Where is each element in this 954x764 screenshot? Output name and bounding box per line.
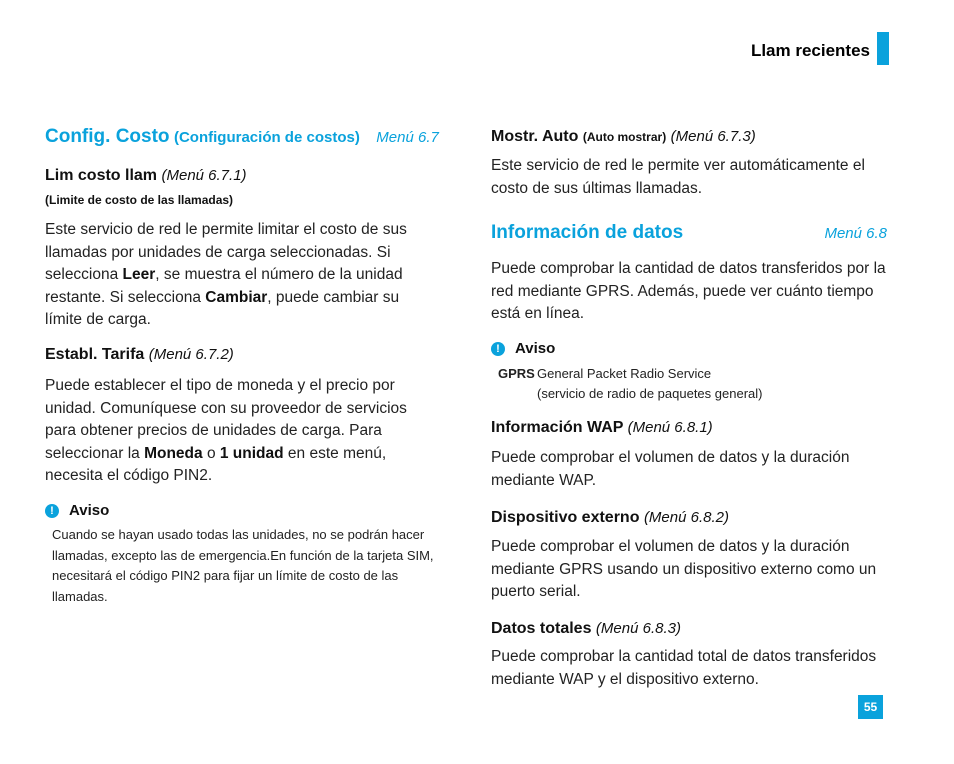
subsection-title-establ-tarifa: Establ. Tarifa (Menú 6.7.2) [45,346,234,363]
aviso-body-left: Cuando se hayan usado todas las unidades, no se podrán hacer llamadas, excepto las de emergencia.En función de la tarjeta SIM, necesitará el código PIN2 para fijar un límite de costo de las llamadas. [52,527,434,604]
subsection-title-mostr-auto: Mostr. Auto (Auto mostrar) (Menú 6.7.3) [491,128,756,145]
informacion-wap-paragraph: Puede comprobar el volumen de datos y la duración mediante WAP. [491,449,850,489]
section-title-config-costo: Config. Costo (Configuración de costos) Menú 6.7 [45,126,439,147]
subsection-subtitle-lim-costo: (Limite de costo de las llamadas) [45,193,234,207]
aviso-heading-right: ! Aviso [491,340,555,357]
section-title-informacion-datos: Información de datos Menú 6.8 [491,222,887,243]
warning-icon: ! [45,504,59,518]
gprs-line-2: (servicio de radio de paquetes general) [537,386,763,401]
datos-totales-paragraph: Puede comprobar la cantidad total de datos transferidos mediante WAP y el dispositivo externo. [491,648,877,688]
aviso-heading-left: ! Aviso [45,502,109,519]
subsection-title-informacion-wap: Información WAP (Menú 6.8.1) [491,419,713,436]
informacion-datos-paragraph: Puede comprobar la cantidad de datos transferidos por la red mediante GPRS. Además, puede ver cuánto tiempo está en línea. [491,260,886,322]
gprs-term: GPRS [498,366,535,381]
subsection-title-datos-totales: Datos totales (Menú 6.8.3) [491,620,681,637]
header-title: Llam recientes [750,41,870,60]
subsection-title-dispositivo-externo: Dispositivo externo (Menú 6.8.2) [491,509,729,526]
header-accent-bar [877,32,889,65]
establ-tarifa-paragraph: Puede establecer el tipo de moneda y el precio por unidad. Comuníquese con su proveedor de servicios para obtener precios de unidades de carga. Para seleccionar la Moneda o 1 unidad en este menú, necesita el código PIN2. [45,377,407,484]
warning-icon: ! [491,342,505,356]
lim-costo-paragraph: Este servicio de red le permite limitar el costo de sus llamadas por unidades de carga seleccionadas. Si selecciona Leer, se muestra el número de la unidad restante. Si selecciona Cambiar, puede cambiar su límite de carga. [45,221,407,328]
mostr-auto-paragraph: Este servicio de red le permite ver automáticamente el costo de sus últimas llamadas. [491,157,865,197]
dispositivo-externo-paragraph: Puede comprobar el volumen de datos y la duración mediante GPRS usando un dispositivo externo como un puerto serial. [491,538,877,600]
gprs-line-1: General Packet Radio Service [537,366,712,381]
subsection-title-lim-costo: Lim costo llam (Menú 6.7.1) [45,167,247,184]
page-number: 55 [858,695,883,719]
gprs-definition [498,364,878,404]
